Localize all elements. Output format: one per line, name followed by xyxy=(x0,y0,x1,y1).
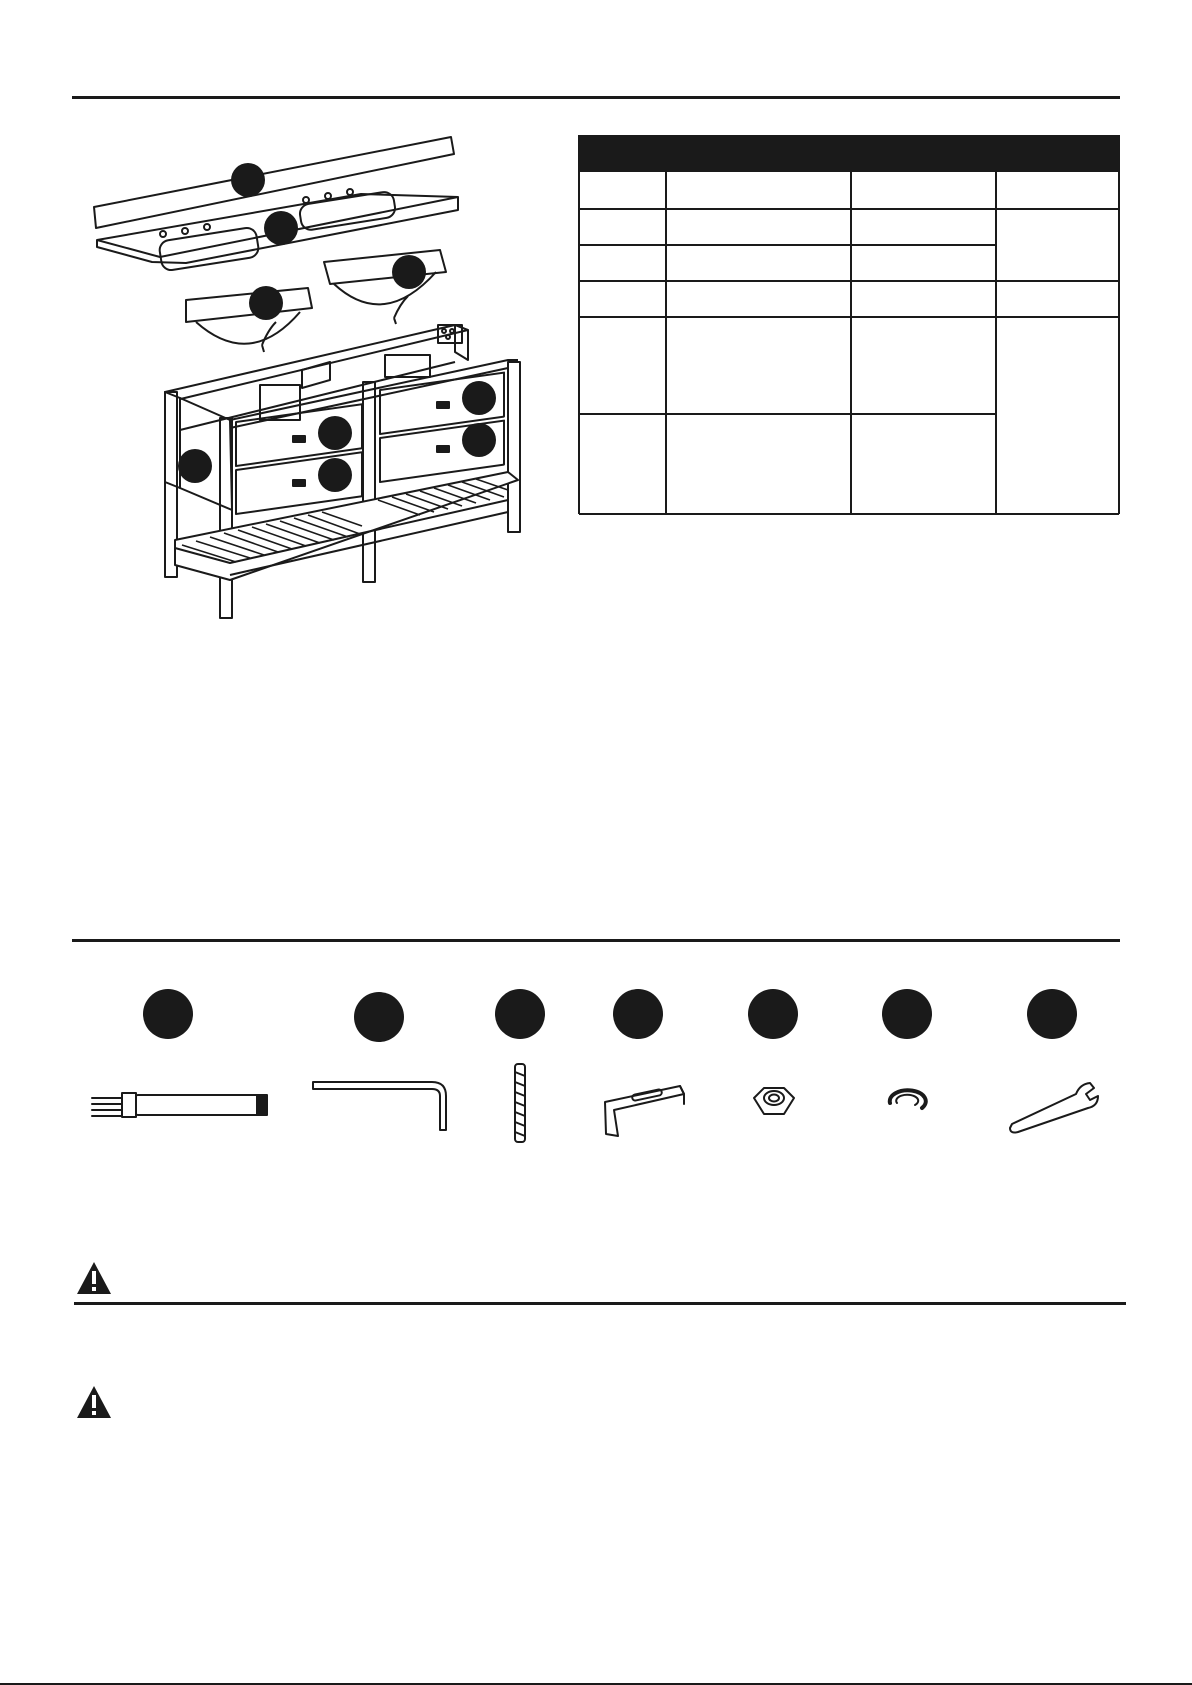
hardware-callout-3 xyxy=(495,989,545,1039)
wrench-icon xyxy=(1010,1083,1098,1133)
hardware-callout-4 xyxy=(613,989,663,1039)
callout-drawer-left-bottom xyxy=(318,458,352,492)
callout-sink-left xyxy=(249,286,283,320)
hardware-callout-1 xyxy=(143,989,193,1039)
drill-bit-icon xyxy=(92,1093,267,1117)
callout-countertop xyxy=(264,211,298,245)
allen-key-icon xyxy=(313,1082,446,1130)
callout-cabinet xyxy=(178,449,212,483)
vanity-exploded-diagram xyxy=(80,125,540,625)
callout-sink-right xyxy=(392,255,426,289)
hardware-callout-2 xyxy=(354,992,404,1042)
hardware-callout-7 xyxy=(1027,989,1077,1039)
sink-left xyxy=(186,288,312,322)
section-rule-warning xyxy=(74,1302,1126,1305)
mounting-clip-icon xyxy=(605,1086,684,1136)
hardware-row xyxy=(72,985,1120,1145)
hardware-callout-5 xyxy=(748,989,798,1039)
warning-triangle-icon xyxy=(76,1261,112,1295)
callout-drawer-left-top xyxy=(318,416,352,450)
callout-drawer-right-bottom xyxy=(462,423,496,457)
section-rule-top xyxy=(72,96,1120,99)
sink-right xyxy=(324,250,446,284)
callout-backsplash xyxy=(231,163,265,197)
section-rule-hardware xyxy=(72,939,1120,942)
threaded-rod-icon xyxy=(515,1064,525,1142)
callout-drawer-right-top xyxy=(462,381,496,415)
hardware-callout-6 xyxy=(882,989,932,1039)
parts-table-grid xyxy=(578,135,1120,515)
caution-triangle-icon xyxy=(76,1385,112,1419)
parts-table xyxy=(578,135,1120,515)
lock-washer-icon xyxy=(890,1090,926,1108)
hex-nut-icon xyxy=(754,1088,794,1114)
